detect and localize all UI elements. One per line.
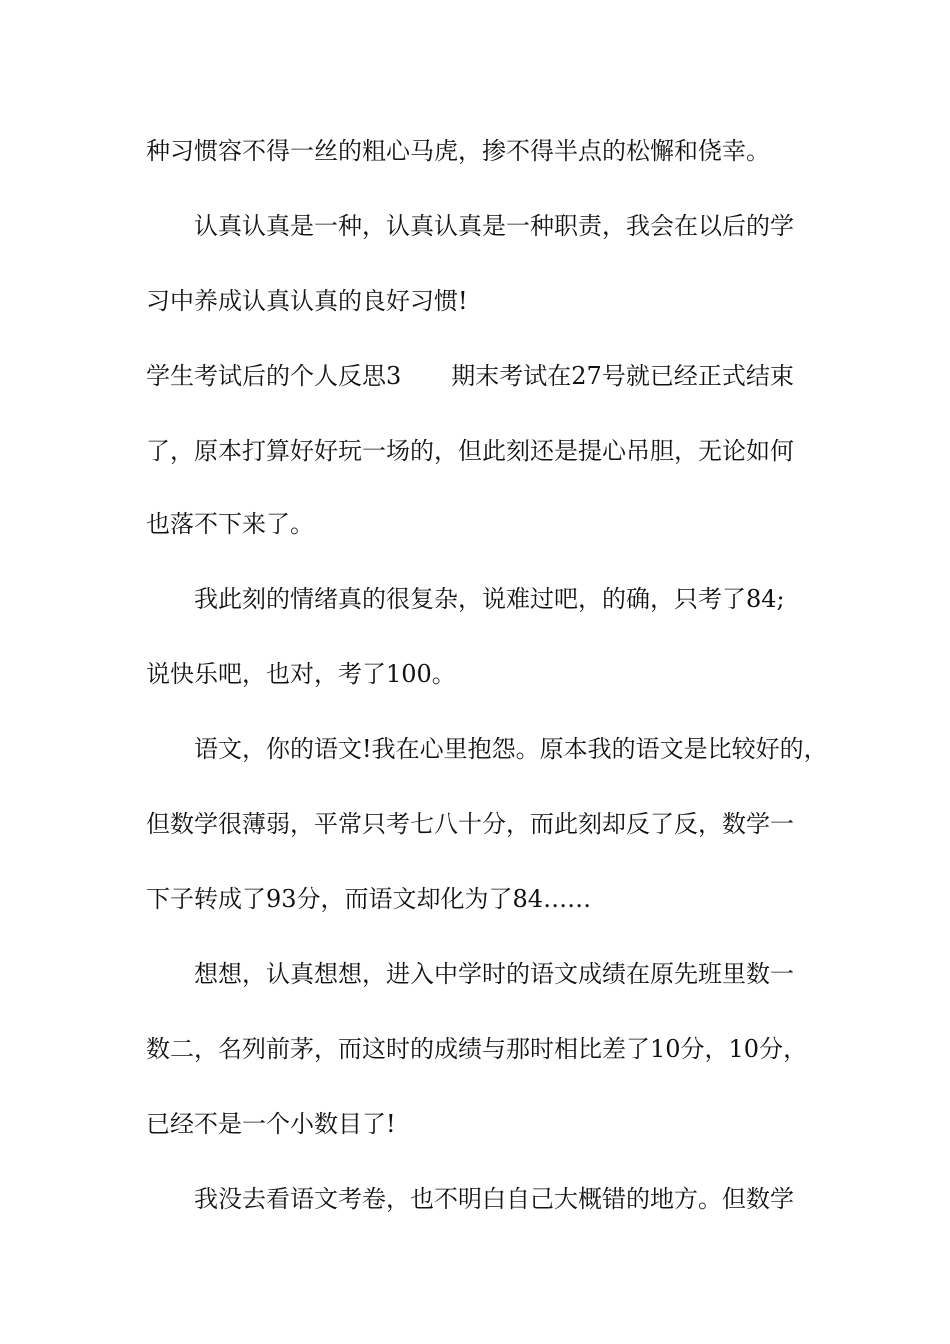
text-line: 但数学很薄弱，平常只考七八十分，而此刻却反了反，数学一	[146, 810, 794, 838]
paragraph-start: 认真认真是一种，认真认真是一种职责，我会在以后的学	[194, 212, 794, 240]
section-first-sentence: 期末考试在27号就已经正式结束	[451, 362, 794, 390]
text-line: 种习惯容不得一丝的粗心马虎，掺不得半点的松懈和侥幸。	[146, 137, 770, 165]
section-title: 学生考试后的个人反思3	[146, 362, 402, 390]
section-heading-line	[146, 361, 826, 391]
text-line: 也落不下来了。	[146, 510, 314, 538]
paragraph-start: 我此刻的情绪真的很复杂，说难过吧，的确，只考了84;	[194, 585, 785, 613]
text-line: 习中养成认真认真的良好习惯!	[146, 287, 468, 315]
paragraph-start: 我没去看语文考卷，也不明白自己大概错的地方。但数学	[194, 1185, 794, 1213]
text-line: 说快乐吧，也对，考了100。	[146, 660, 456, 688]
text-line: 下子转成了93分，而语文却化为了84……	[146, 885, 592, 913]
paragraph-start: 语文，你的语文!我在心里抱怨。原本我的语文是比较好的，	[194, 735, 828, 763]
text-line: 数二，名列前茅，而这时的成绩与那时相比差了10分，10分，	[146, 1035, 808, 1063]
paragraph-start: 想想，认真想想，进入中学时的语文成绩在原先班里数一	[194, 960, 794, 988]
text-line: 了，原本打算好好玩一场的，但此刻还是提心吊胆，无论如何	[146, 437, 794, 465]
text-line: 已经不是一个小数目了!	[146, 1110, 396, 1138]
